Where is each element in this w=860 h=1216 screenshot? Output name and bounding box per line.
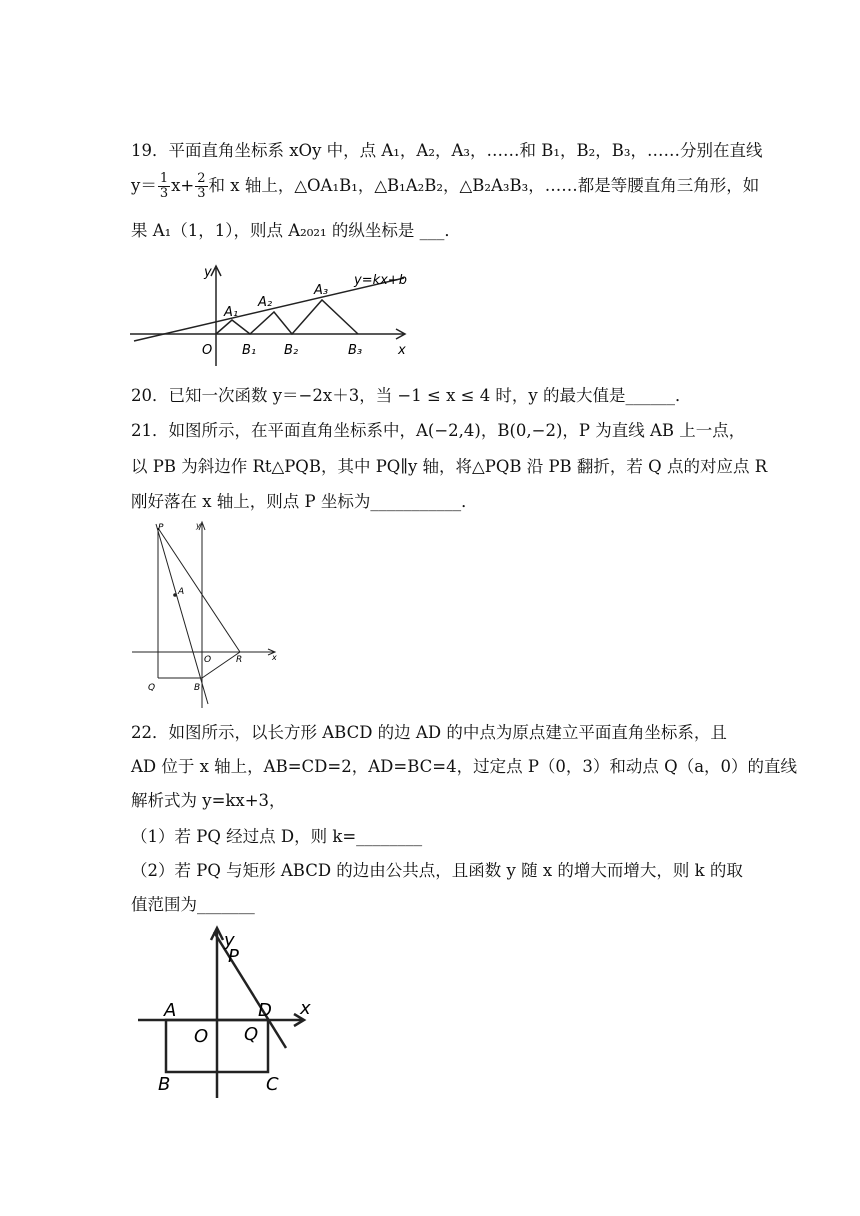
q21-segment-pr <box>158 528 240 652</box>
q22-label-a: A <box>164 1000 177 1021</box>
q21-label-y: y <box>196 521 201 530</box>
q22-label-d: D <box>258 1000 272 1021</box>
q19-label-x: x <box>398 343 406 358</box>
q21-line-ab <box>156 524 208 704</box>
q19-frac1-num: 1 <box>159 171 169 186</box>
q19-label-y: y <box>204 265 212 280</box>
q21-label-o: O <box>204 655 212 665</box>
q21-label-a: A <box>178 587 185 597</box>
q19-line2-pre: y＝ <box>131 176 157 195</box>
q19-fraction-1 <box>158 172 170 201</box>
q19-line1: 19．平面直角坐标系 xOy 中，点 A₁，A₂，A₃，……和 B₁，B₂，B₃，……分别在直线 <box>131 141 763 160</box>
q22-label-x: x <box>300 998 311 1019</box>
q19-frac2-num: 2 <box>197 171 206 186</box>
q22-label-c: C <box>266 1074 279 1095</box>
q21-label-b: B <box>194 683 201 693</box>
q20-line: 20．已知一次函数 y＝−2x＋3，当 −1 ≤ x ≤ 4 时，y 的最大值是______． <box>131 386 692 405</box>
q19-figure <box>128 262 428 372</box>
q19-frac1-den: 3 <box>159 186 169 201</box>
q21-label-q: Q <box>148 683 156 693</box>
q21-label-r: R <box>236 655 243 665</box>
q22-line3: 解析式为 y=kx+3， <box>131 791 286 810</box>
q19-line3: 果 A₁（1，1），则点 A₂₀₂₁ 的纵坐标是 ___． <box>131 221 461 240</box>
q21-figure <box>128 518 288 714</box>
q19-line2-mid: x+ <box>171 176 195 195</box>
q22-line1: 22．如图所示，以长方形 ABCD 的边 AD 的中点为原点建立平面直角坐标系，且 <box>131 723 727 742</box>
q19-fraction-2 <box>195 172 207 201</box>
q22-label-o: O <box>194 1026 209 1047</box>
q19-label-o: O <box>202 343 213 358</box>
q19-frac2-den: 3 <box>197 186 206 201</box>
q22-part2-line1: （2）若 PQ 与矩形 ABCD 的边由公共点，且函数 y 随 x 的增大而增大，则 k 的取 <box>131 861 743 880</box>
q19-line2-post: 和 x 轴上，△OA₁B₁，△B₁A₂B₂，△B₂A₃B₃，……都是等腰直角三角形，如 <box>208 176 760 195</box>
q22-label-y: y <box>224 930 235 951</box>
q22-label-p: P <box>228 946 239 967</box>
q22-label-q: Q <box>244 1024 259 1045</box>
q19-label-a2: A₂ <box>258 295 273 310</box>
q19-label-b1: B₁ <box>242 343 257 358</box>
q21-line2: 以 PB 为斜边作 Rt△PQB，其中 PQ∥y 轴，将△PQB 沿 PB 翻折，若 Q 点的对应点 R <box>131 457 768 476</box>
q22-part1: （1）若 PQ 经过点 D，则 k=________ <box>131 827 423 846</box>
q21-point-a <box>173 593 177 597</box>
q21-line1: 21．如图所示，在平面直角坐标系中，A(−2,4)，B(0,−2)，P 为直线 AB 上一点， <box>131 421 746 440</box>
q22-label-b: B <box>158 1074 171 1095</box>
q19-line2 <box>131 172 759 201</box>
q22-figure <box>134 924 334 1104</box>
q19-label-a3: A₃ <box>314 283 329 298</box>
q22-line2: AD 位于 x 轴上，AB=CD=2，AD=BC=4，过定点 P（0，3）和动点 Q（a，0）的直线 <box>131 757 798 776</box>
q21-line3: 刚好落在 x 轴上，则点 P 坐标为___________． <box>131 492 478 511</box>
q21-label-x: x <box>272 653 277 662</box>
q21-label-p: P <box>158 523 164 533</box>
q19-label-b3: B₃ <box>348 343 363 358</box>
q19-label-a1: A₁ <box>224 305 239 320</box>
q22-part2-line2: 值范围为_______ <box>131 895 255 914</box>
q19-label-b2: B₂ <box>284 343 299 358</box>
q19-line-label: y=kx+b <box>354 273 407 288</box>
